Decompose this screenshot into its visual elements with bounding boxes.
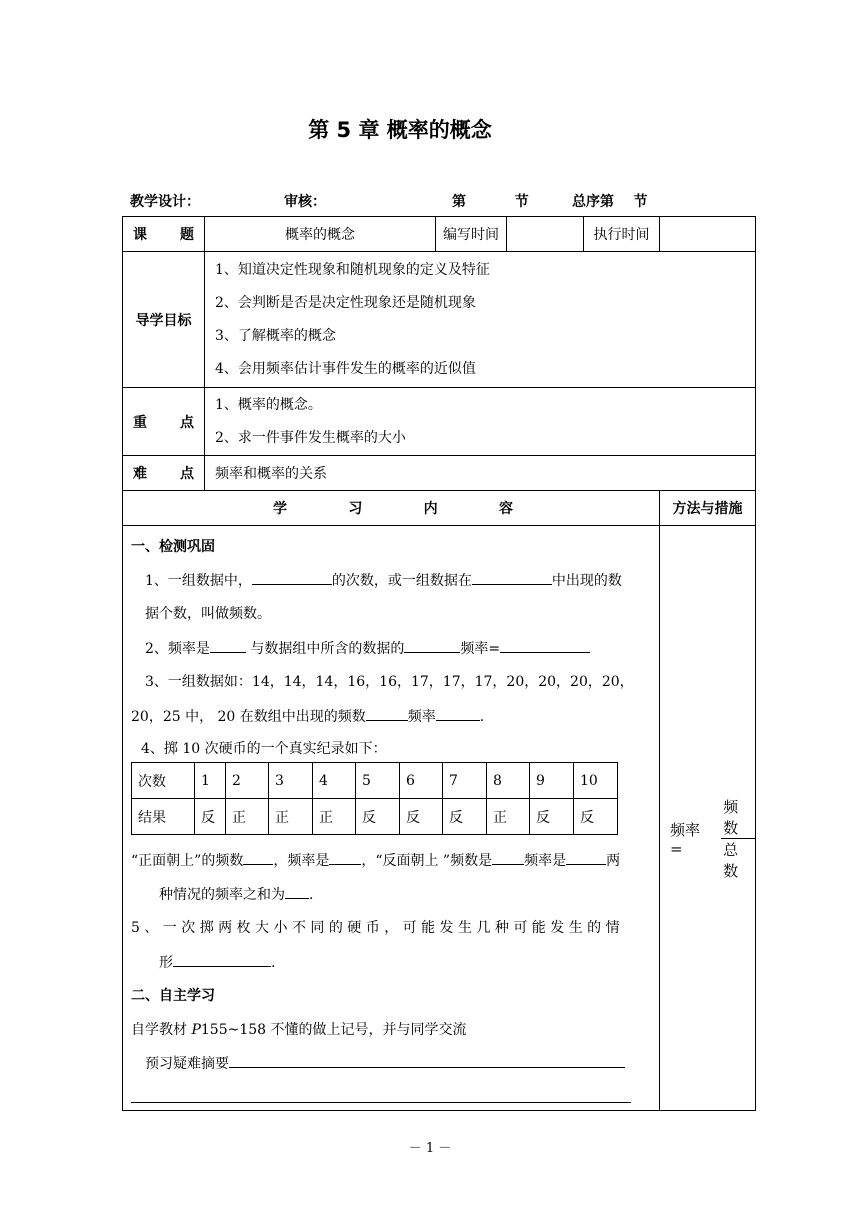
difficulty-value: 频率和概率的关系 xyxy=(205,456,756,491)
meta-section: 第 节 xyxy=(452,194,529,210)
coin-cell: 反 xyxy=(356,799,400,835)
goal-item: 2、会判断是否是决定性现象还是随机现象 xyxy=(215,294,476,311)
content-header-row xyxy=(123,491,756,526)
question-5: 5 、 一 次 掷 两 枚 大 小 不 同 的 硬 币 ， 可 能 发 生 几 种 可 能 发 生 的 情 xyxy=(131,920,620,936)
blank xyxy=(366,705,408,721)
meta-design: 教学设计： xyxy=(130,194,200,210)
goals-list xyxy=(205,252,756,388)
blank xyxy=(492,849,524,865)
write-time-value xyxy=(507,217,584,252)
goal-item: 4、会用频率估计事件发生的概率的近似值 xyxy=(215,360,476,377)
blank xyxy=(472,569,552,585)
write-time-label: 编写时间 xyxy=(436,217,507,252)
blank xyxy=(500,637,590,653)
coin-cell: 正 xyxy=(487,799,530,835)
key-label: 重 点 xyxy=(123,388,205,456)
topic-label: 课 题 xyxy=(123,217,205,252)
meta-order: 总序第 节 xyxy=(572,194,648,210)
coin-cell: 7 xyxy=(443,763,487,799)
question-3-cont: 20，25 中， 20 在数组中出现的频数 频率 . xyxy=(131,705,484,726)
question-5-cont: 形 . xyxy=(159,951,275,972)
difficulty-row xyxy=(123,456,756,491)
coin-cell: 9 xyxy=(530,763,574,799)
coin-cell: 反 xyxy=(400,799,443,835)
exec-time-label: 执行时间 xyxy=(584,217,660,252)
self-study-instruction: 自学教材 P155~158 不懂的做上记号，并与同学交流 xyxy=(131,1022,467,1038)
coin-cell: 反 xyxy=(574,799,618,835)
coin-cell: 次数 xyxy=(132,763,195,799)
content-header: 学 习 内 容 xyxy=(123,491,660,526)
coin-cell: 正 xyxy=(269,799,313,835)
section-heading: 一、检测巩固 xyxy=(131,539,215,555)
fraction: $\frac{\text{频数}}{\text{总数}}$ xyxy=(721,796,755,881)
coin-cell: 5 xyxy=(356,763,400,799)
difficulty-label: 难 点 xyxy=(123,456,205,491)
blank xyxy=(404,637,460,653)
preview-notes: 预习疑难摘要 xyxy=(145,1052,625,1073)
question-4: 4、掷 10 次硬币的一个真实纪录如下： xyxy=(141,741,387,757)
question-4-sum: 种情况的频率之和为 . xyxy=(159,883,313,904)
blank xyxy=(436,705,480,721)
coin-result-row xyxy=(132,799,618,835)
key-points-row xyxy=(123,388,756,456)
topic-row xyxy=(123,217,756,252)
question-3: 3、一组数据如：14，14，14，16，16，17，17，17，20，20，20，20， xyxy=(145,674,634,690)
blank xyxy=(329,849,361,865)
coin-cell: 10 xyxy=(574,763,618,799)
page-title: 第 5 章 概率的概念 xyxy=(308,118,492,142)
coin-cell: 反 xyxy=(530,799,574,835)
coin-toss-table xyxy=(131,762,618,835)
exec-time-value xyxy=(660,217,756,252)
goal-item: 1、知道决定性现象和随机现象的定义及特征 xyxy=(215,261,490,278)
coin-cell: 3 xyxy=(269,763,313,799)
coin-cell: 2 xyxy=(226,763,269,799)
coin-cell: 正 xyxy=(226,799,269,835)
page-number: － 1 － xyxy=(408,1141,452,1156)
goal-item: 3、了解概率的概念 xyxy=(215,327,336,344)
question-1-cont: 据个数，叫做频数。 xyxy=(145,606,271,622)
section-heading: 二、自主学习 xyxy=(131,988,215,1004)
goals-row xyxy=(123,252,756,388)
coin-cell: 4 xyxy=(313,763,356,799)
question-4-answers: “正面朝上”的频数 ，频率是 ，“反面朝上 ”频数是 频率是 两 xyxy=(131,849,620,870)
blank xyxy=(173,951,271,967)
coin-cell: 结果 xyxy=(132,799,195,835)
coin-cell: 8 xyxy=(487,763,530,799)
content-row xyxy=(123,526,756,1111)
blank xyxy=(285,883,309,899)
key-point-item: 1、概率的概念。 xyxy=(215,396,322,413)
topic-value: 概率的概念 xyxy=(205,217,436,252)
methods-header: 方法与措施 xyxy=(660,491,756,526)
answer-line xyxy=(131,1102,631,1103)
coin-cell: 1 xyxy=(195,763,226,799)
blank xyxy=(210,637,246,653)
content-body xyxy=(123,526,660,1111)
frequency-formula: 频率 = $\frac{\text{频数}}{\text{总数}}$ xyxy=(670,796,755,881)
coin-cell: 反 xyxy=(195,799,226,835)
lesson-plan-table xyxy=(122,216,756,1111)
blank xyxy=(566,849,606,865)
question-1: 1、一组数据中， 的次数，或一组数据在 中出现的数 xyxy=(145,569,622,590)
coin-cell: 正 xyxy=(313,799,356,835)
key-points xyxy=(205,388,756,456)
blank xyxy=(252,569,332,585)
coin-cell: 反 xyxy=(443,799,487,835)
methods-cell xyxy=(660,526,756,1111)
coin-cell: 6 xyxy=(400,763,443,799)
answer-line xyxy=(229,1052,625,1068)
goals-label: 导学目标 xyxy=(123,252,205,388)
coin-header-row xyxy=(132,763,618,799)
blank xyxy=(243,849,273,865)
key-point-item: 2、求一件事件发生概率的大小 xyxy=(215,429,406,446)
question-2: 2、频率是 与数据组中所含的数据的 频率= xyxy=(145,637,590,658)
meta-review: 审核： xyxy=(284,194,326,210)
